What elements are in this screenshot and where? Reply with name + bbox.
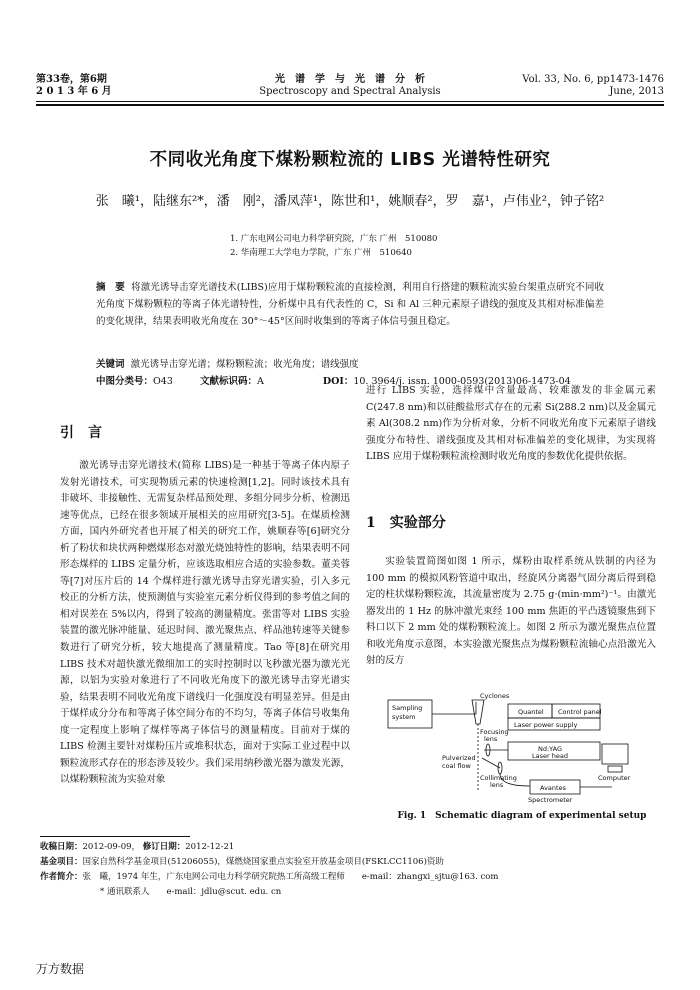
label-spectrometer: Spectrometer <box>528 796 573 804</box>
footnote-fund <box>40 855 660 870</box>
journal-name-cn: 光 谱 学 与 光 谱 分 析 <box>275 74 425 85</box>
watermark: 万方数据 <box>36 962 85 976</box>
intro-continued-paragraph: 进行 LIBS 实验，选择煤中含量最高、较难激发的非金属元素 C(247.8 nm)和以硅酸盐形式存在的元素 Si(288.2 nm)以及金属元素 Al(308.2 nm)作为分析对象，分析不同收光角度下元素原子谱线强度分布特性、谱线强度及其相对标准偏差的变化规律，为实现将 LIBS 应用于煤粉颗粒流检测时收光角度的参数优化提供依据。 <box>366 385 656 463</box>
label-coal-flow: coal flow <box>442 762 471 770</box>
affiliation-2: 2. 华南理工大学电力学院，广东 广州 510640 <box>230 248 412 258</box>
label-collimating: Collimating <box>480 774 517 782</box>
journal-issue <box>36 74 112 98</box>
right-column-top <box>366 383 656 466</box>
label-control-panel: Control panel <box>558 708 602 716</box>
footnote-rule <box>40 836 190 837</box>
volume-issue: 第33卷，第6期 <box>36 74 107 85</box>
label-focusing: Focusing <box>480 728 509 736</box>
label-pulverized: Pulverized <box>442 754 476 762</box>
footnote-bio <box>40 870 660 885</box>
affiliation-1: 1. 广东电网公司电力科学研究院，广东 广州 510080 <box>230 234 438 244</box>
abstract <box>96 279 604 330</box>
introduction-paragraph: 激光诱导击穿光谱技术(简称 LIBS)是一种基于等离子体内原子发射光谱技术，可实现物质元素的快速检测[1,2]。同时该技术具有非破坏、非接触性、无需复杂样品预处理、多组分同步分析、检测迅速等优点，已经在很多领域开展相关的应用研究[3-5]。在煤质检测方面，国内外研究者也开展了相关的研究工作，姚顺春等[6]研究分析了粉状和块状两种燃煤形态对激光烧蚀特性的影响，结果表明不同形态煤样的 LIBS 定量分析，应该选取相应合适的实验参数。董美蓉等[7]对压片后的 14 个煤样进行激光诱导击穿光谱实验，引入多元校正的分析方法，使预测值与实验室元素分析仪得到的参考值之间的相对误差在 5%以内，得到了较高的测量精度。张雷等对 LIBS 实验装置的激光脉冲能量、延迟时间、激光聚焦点、样品池转速等关键参数进行了研究分析，较大地提高了测量精度。Tao 等[8]在研究用 LIBS 技术对超快激光微细加工的实时控制时以飞秒激光器为激光光源，以铝为实验对象进行了不同收光角度下的激光诱导击穿光谱实验，结果表明不同收光角度下谱线归一化强度没有明显差异。但是由于煤样成分分布和等离子体空间分布的不均匀，等离子体信号收集角度一定程度上影响了煤样等离子体信号的测量精度。目前对于煤的 LIBS 检测主要针对煤粉压片或堆积状态，面对于实际工业过程中以颗粒流形式存在的形态涉及较少。我们采用纳秒激光器为激发光源，以煤粉颗粒流为实验对象 <box>60 460 350 786</box>
doc-code-label: 文献标识码： <box>199 376 257 387</box>
clc-label: 中图分类号： <box>96 376 154 387</box>
keywords <box>96 357 604 372</box>
label-quantel: Quantel <box>518 708 544 716</box>
section-introduction: 引 言 <box>60 425 102 441</box>
journal-name-en: Spectroscopy and Spectral Analysis <box>259 86 441 97</box>
header-rule-thick <box>36 104 664 106</box>
header-rule <box>36 101 664 102</box>
volume-pages: Vol. 33, No. 6, pp1473-1476 <box>522 74 664 85</box>
label-cyclones: Cyclones <box>480 692 510 700</box>
footnotes <box>40 840 660 900</box>
footnote-dates <box>40 840 660 855</box>
author-list: 张 曦¹，陆继东²*，潘 刚²，潘凤萍¹，陈世和¹，姚顺春²，罗 嘉¹，卢伟业²，钟子铭² <box>95 194 605 209</box>
accepted-date: 2012-12-21 <box>185 842 235 852</box>
publication-month: June, 2013 <box>609 86 664 97</box>
keywords-text: 激光诱导击穿光谱；煤粉颗粒流；收光角度；谱线强度 <box>130 359 359 370</box>
label-laser-head: Laser head <box>532 752 568 760</box>
label-sampling: Sampling <box>392 704 423 712</box>
doi-value: 10. 3964/j. issn. 1000-0593(2013)06-1473-04 <box>353 376 571 387</box>
paper-title: 不同收光角度下煤粉颗粒流的 LIBS 光谱特性研究 <box>149 150 551 170</box>
label-laser-power-supply: Laser power supply <box>514 721 578 729</box>
journal-name <box>230 74 470 98</box>
issue-date: 2 0 1 3 年 6 月 <box>36 86 112 97</box>
journal-ref <box>522 74 664 98</box>
computer-monitor <box>602 744 628 764</box>
label-computer: Computer <box>598 774 631 782</box>
clc-value: O43 <box>153 376 173 387</box>
sampling-pipe <box>432 702 476 714</box>
experimental-paragraph: 实验装置简图如图 1 所示，煤粉由取样系统从铁制的内径为 100 mm 的模拟风粉管道中取出，经旋风分离器气固分离后得到稳定的柱状煤粉颗粒流，其流量密度为 2.75 g·(min·mm²)⁻¹。由激光器发出的 1 Hz 的脉冲激光束经 100 mm 焦距的平凸透镜聚焦到下料口以下 2 mm 处的煤粉颗粒流上。如图 2 所示为激光聚焦点位置和收光角度示意图，本实验激光聚焦点为煤粉颗粒流轴心点沿激光入射的反方 <box>366 556 656 667</box>
label-lens: lens <box>484 735 498 743</box>
keywords-label: 关键词 <box>96 359 125 370</box>
doi-label: DOI： <box>322 376 354 387</box>
received-label: 收稿日期： <box>40 842 83 852</box>
computer-base <box>608 766 622 772</box>
fund-text: 国家自然科学基金项目(51206055)，煤燃烧国家重点实验室开放基金项目(FSKLCC1106)资助 <box>82 857 444 867</box>
doc-code-value: A <box>256 376 264 387</box>
bio-text: 张 曦，1974 年生，广东电网公司电力科学研究院热工所高级工程师 e-mail：zhangxi_sjtu@163. com <box>82 872 499 882</box>
abstract-label: 摘 要 <box>96 282 125 293</box>
figure-caption: Fig. 1 Schematic diagram of experimental setup <box>397 811 647 821</box>
collection-path <box>482 758 500 768</box>
label-avantes: Avantes <box>540 784 566 792</box>
label-ndyag: Nd:YAG <box>538 745 563 753</box>
label-collimating-lens: lens <box>490 781 504 789</box>
experimental-setup-figure <box>380 690 670 805</box>
footnote-corresponding: * 通讯联系人 e-mail：jdlu@scut. edu. cn <box>100 887 282 897</box>
abstract-text: 将激光诱导击穿光谱技术(LIBS)应用于煤粉颗粒流的直接检测，利用自行搭建的颗粒流实验台架重点研究不同收光角度下煤粉颗粒的等离子体光谱特性，分析煤中具有代表性的 C，Si 和 Al 三种元素原子谱线的强度及其相对标准偏差的变化规律，结果表明收光角度在 30°～45°区间时收集到的等离子体信号强且稳定。 <box>96 282 604 327</box>
accepted-label: 修订日期： <box>142 842 186 852</box>
left-column <box>60 458 350 789</box>
cyclone-shape <box>472 700 484 724</box>
right-column-experimental <box>366 554 656 670</box>
label-system: system <box>392 713 416 721</box>
received-date: 2012-09-09， <box>82 842 141 852</box>
section-experimental: 1 实验部分 <box>366 515 446 531</box>
bio-label: 作者简介： <box>40 872 83 882</box>
fund-label: 基金项目： <box>40 857 83 867</box>
